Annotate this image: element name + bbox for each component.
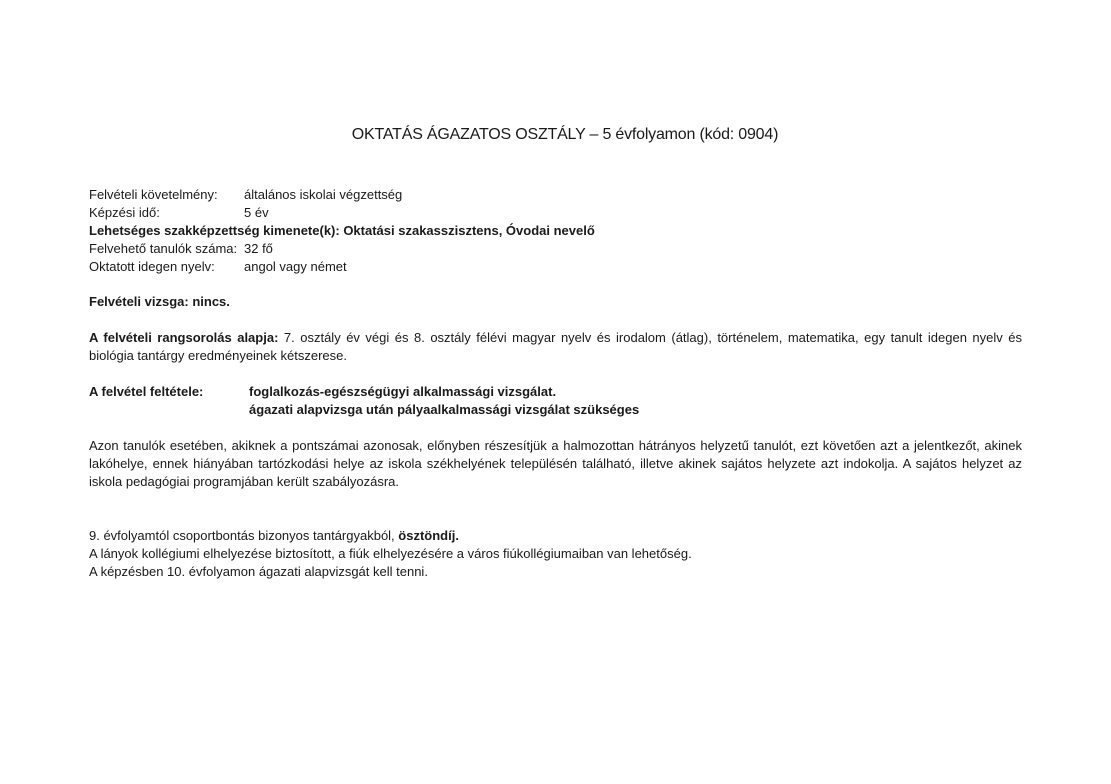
notes-line-1-text: 9. évfolyamtól csoportbontás bizonyos tantárgyakból, xyxy=(89,528,399,543)
notes-line-3: A képzésben 10. évfolyamon ágazati alapvizsgát kell tenni. xyxy=(89,564,428,579)
duration-row xyxy=(89,204,1022,222)
scholarship-text: ösztöndíj. xyxy=(398,528,459,543)
page-title: OKTATÁS ÁGAZATOS OSZTÁLY – 5 évfolyamon (kód: 0904) xyxy=(351,126,779,143)
language-label: Oktatott idegen nyelv: xyxy=(89,259,215,274)
condition-label: A felvétel feltétele: xyxy=(89,384,204,399)
language-row xyxy=(89,258,1022,276)
duration-value: 5 év xyxy=(244,205,269,220)
notes-line-2: A lányok kollégiumi elhelyezése biztosított, a fiúk elhelyezésére a város fiúkollégiumaiban van lehetőség. xyxy=(89,546,692,561)
students-label: Felvehető tanulók száma: xyxy=(89,241,238,256)
duration-label: Képzési idő: xyxy=(89,205,160,220)
entrance-exam-line: Felvételi vizsga: nincs. xyxy=(89,294,230,309)
requirement-value: általános iskolai végzettség xyxy=(244,187,403,202)
requirement-label: Felvételi követelmény: xyxy=(89,187,218,202)
notes-line-1 xyxy=(89,527,1022,545)
requirement-row xyxy=(89,186,1022,204)
ranking-label: A felvételi rangsorolás alapja: xyxy=(89,330,279,345)
students-value: 32 fő xyxy=(244,241,273,256)
admission-condition xyxy=(89,383,1022,419)
ranking-paragraph xyxy=(89,329,1022,365)
condition-line-1: foglalkozás-egészségügyi alkalmassági vizsgálat. xyxy=(249,384,557,399)
equal-points-paragraph: Azon tanulók esetében, akiknek a pontszámai azonosak, előnyben részesítjük a halmozottan hátrányos helyzetű tanulót, ezt követően azt a jelentkezőt, akinek lakóhelye, ennek hiányában tartózkodási helye az iskola székhelyének településén található, illetve akinek sajátos helyzete azt indokolja. A sajátos helyzet az iskola pedagógiai programjában került szabályozásra. xyxy=(89,438,1022,489)
condition-values xyxy=(249,383,639,419)
students-row xyxy=(89,240,1022,258)
document-body xyxy=(89,186,1022,581)
qualification-line: Lehetséges szakképzettség kimenete(k): Oktatási szakasszisztens, Óvodai nevelő xyxy=(89,223,595,238)
language-value: angol vagy német xyxy=(244,259,347,274)
ranking-text: 7. osztály év végi és 8. osztály félévi magyar nyelv és irodalom (átlag), történelem, matematika, egy tanult idegen nyelv és biológia tantárgy eredményeinek kétszerese. xyxy=(89,330,1022,363)
condition-line-2: ágazati alapvizsga után pályaalkalmassági vizsgálat szükséges xyxy=(249,402,640,417)
